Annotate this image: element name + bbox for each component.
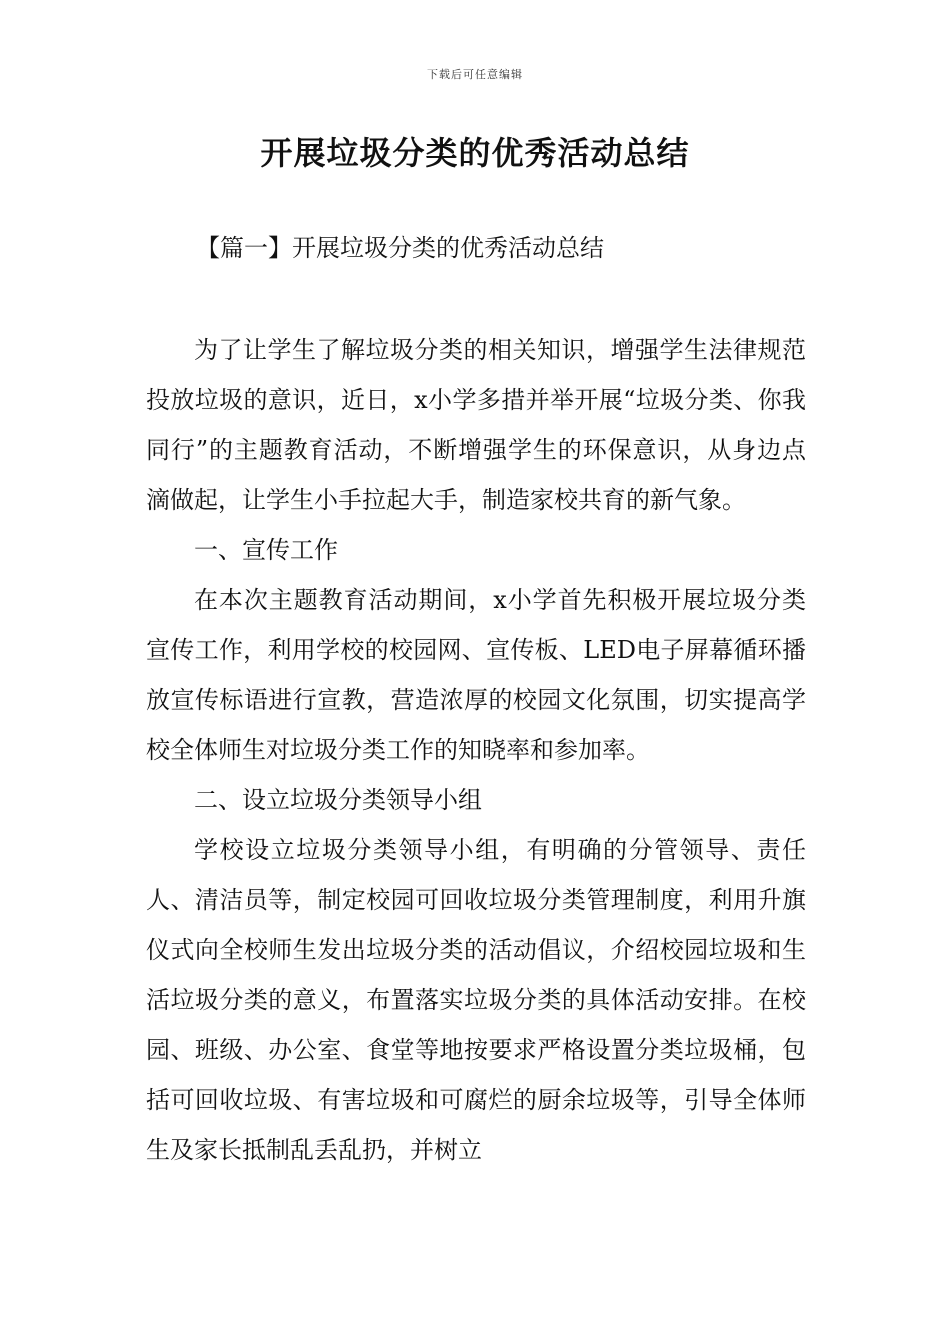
document-body bbox=[146, 325, 806, 1175]
section-title: 【篇一】开展垃圾分类的优秀活动总结 bbox=[196, 234, 604, 262]
intro-paragraph: 为了让学生了解垃圾分类的相关知识，增强学生法律规范投放垃圾的意识，近日，x小学多措并举开展“垃圾分类、你我同行”的主题教育活动，不断增强学生的环保意识，从身边点滴做起，让学生小手拉起大手，制造家校共育的新气象。 bbox=[146, 336, 806, 514]
leadership-paragraph: 学校设立垃圾分类领导小组，有明确的分管领导、责任人、清洁员等，制定校园可回收垃圾分类管理制度，利用升旗仪式向全校师生发出垃圾分类的活动倡议，介绍校园垃圾和生活垃圾分类的意义，布置落实垃圾分类的具体活动安排。在校园、班级、办公室、食堂等地按要求严格设置分类垃圾桶，包括可回收垃圾、有害垃圾和可腐烂的厨余垃圾等，引导全体师生及家长抵制乱丢乱扔，并树立 bbox=[146, 836, 806, 1164]
page-header-note: 下载后可任意编辑 bbox=[427, 68, 523, 81]
heading-leadership-group: 二、设立垃圾分类领导小组 bbox=[194, 786, 482, 814]
document-title: 开展垃圾分类的优秀活动总结 bbox=[260, 134, 690, 172]
publicity-paragraph: 在本次主题教育活动期间，x小学首先积极开展垃圾分类宣传工作，利用学校的校园网、宣传板、LED电子屏幕循环播放宣传标语进行宣教，营造浓厚的校园文化氛围，切实提高学校全体师生对垃圾分类工作的知晓率和参加率。 bbox=[146, 586, 806, 764]
heading-publicity-work: 一、宣传工作 bbox=[194, 536, 338, 564]
